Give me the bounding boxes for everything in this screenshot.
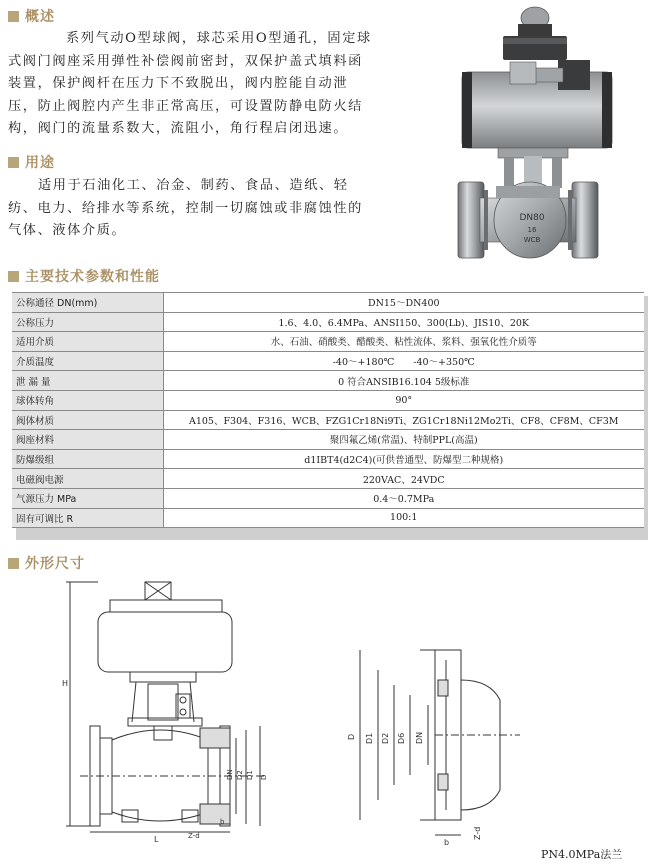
section-marker-icon [8, 11, 19, 22]
dim-label-z: Z-d [188, 832, 200, 840]
flange-label-d: D [347, 733, 356, 740]
spec-value: d1IBT4(d2C4)(可供普通型、防爆型二种规格) [163, 449, 644, 469]
flange-label-d1: D1 [365, 732, 374, 744]
spec-label: 气源压力 MPa [12, 488, 163, 508]
valve-body-marking: DN80 [519, 213, 545, 223]
spec-value: A105、F304、F316、WCB、FZG1Cr18Ni9Ti、ZG1Cr18Ni12Mo2Ti、CF8、CF8M、CF3M [163, 410, 644, 430]
usage-title: 用途 [25, 155, 55, 171]
table-row [12, 390, 644, 410]
table-row [12, 469, 644, 489]
spec-value: 90° [163, 390, 644, 410]
table-row [12, 488, 644, 508]
table-row [12, 430, 644, 450]
dim-label-l: L [154, 835, 159, 844]
valve-material-marking: WCB [523, 236, 541, 244]
overview-line: 装置，保护阀杆在压力下不致脱出，阀内腔能自动泄 [8, 76, 349, 91]
usage-line: 纺、电力、给排水等系统，控制一切腐蚀或非腐蚀性的 [8, 200, 363, 216]
overview-line: 构，阀门的流量系数大，流阻小，角行程启闭迅速。 [8, 121, 349, 136]
flange-caption: PN4.0MPa法兰 [541, 848, 623, 861]
table-row [12, 351, 644, 371]
flange-label-dn: DN [415, 731, 424, 744]
table-row [12, 508, 644, 528]
spec-label: 阀体材质 [12, 410, 163, 430]
spec-value: 100:1 [163, 508, 644, 528]
flange-label-b: b [444, 838, 450, 847]
spec-label: 泄 漏 量 [12, 371, 163, 391]
dimensions-title: 外形尺寸 [25, 556, 85, 572]
spec-label: 防爆级组 [12, 449, 163, 469]
table-row [12, 312, 644, 332]
overview-line: 系列气动O型球阀，球芯采用O型通孔，固定球 [66, 31, 372, 46]
table-row [12, 410, 644, 430]
dim-label-d2: D2 [236, 770, 244, 780]
section-marker-icon [8, 558, 19, 569]
spec-value: DN15～DN400 [163, 293, 644, 313]
overview-heading [8, 6, 55, 26]
spec-label: 电磁阀电源 [12, 469, 163, 489]
valve-product-photo [440, 2, 645, 272]
dim-label-h: H [62, 679, 69, 688]
dim-label-d1: D1 [246, 770, 254, 780]
spec-value: 0 符合ANSIB16.104 5级标准 [163, 371, 644, 391]
dim-label-dn: DN [226, 769, 234, 780]
table-row [12, 449, 644, 469]
spec-value: 1.6、4.0、6.4MPa、ANSI150、300(Lb)、JIS10、20K [163, 312, 644, 332]
overview-title: 概述 [25, 9, 55, 25]
dim-label-b: b [220, 818, 225, 826]
usage-line: 气体、液体介质。 [8, 223, 127, 238]
spec-value: 聚四氟乙烯(常温)、特制PPL(高温) [163, 430, 644, 450]
spec-value: 0.4～0.7MPa [163, 488, 644, 508]
spec-label: 球体转角 [12, 390, 163, 410]
spec-value: -40～+180℃ -40～+350℃ [163, 351, 644, 371]
spec-label: 固有可调比 R [12, 508, 163, 528]
overview-paragraph [8, 28, 433, 141]
spec-label: 公称压力 [12, 312, 163, 332]
flange-label-d6: D6 [397, 732, 406, 744]
usage-line: 适用于石油化工、冶金、制药、食品、造纸、轻 [38, 178, 349, 193]
overview-line: 压，防止阀腔内产生非正常高压，可设置防静电防火结 [8, 98, 363, 114]
spec-value: 水、石油、硝酸类、醋酸类、粘性流体、浆料、强氧化性介质等 [163, 332, 644, 352]
valve-outline-drawing [50, 580, 295, 850]
spec-label: 适用介质 [12, 332, 163, 352]
specs-heading [8, 266, 160, 286]
usage-heading [8, 152, 55, 172]
section-marker-icon [8, 157, 19, 168]
spec-value: 220VAC、24VDC [163, 469, 644, 489]
table-row [12, 332, 644, 352]
table-row [12, 293, 644, 313]
dim-label-d: D [260, 774, 268, 780]
valve-pressure-marking: 16 [527, 226, 537, 234]
specs-title: 主要技术参数和性能 [25, 269, 160, 285]
flange-label-d2: D2 [381, 732, 390, 744]
spec-label: 介质温度 [12, 351, 163, 371]
dimensions-heading [8, 553, 85, 573]
table-row [12, 371, 644, 391]
flange-drawing [340, 640, 535, 850]
spec-table [12, 292, 644, 528]
overview-line: 式阀门阀座采用弹性补偿阀前密封，双保护盖式填料函 [8, 53, 363, 69]
section-marker-icon [8, 271, 19, 282]
spec-label: 公称通径 DN(mm) [12, 293, 163, 313]
spec-label: 阀座材料 [12, 430, 163, 450]
flange-label-z: Z-d [473, 826, 482, 840]
usage-paragraph [8, 175, 433, 243]
